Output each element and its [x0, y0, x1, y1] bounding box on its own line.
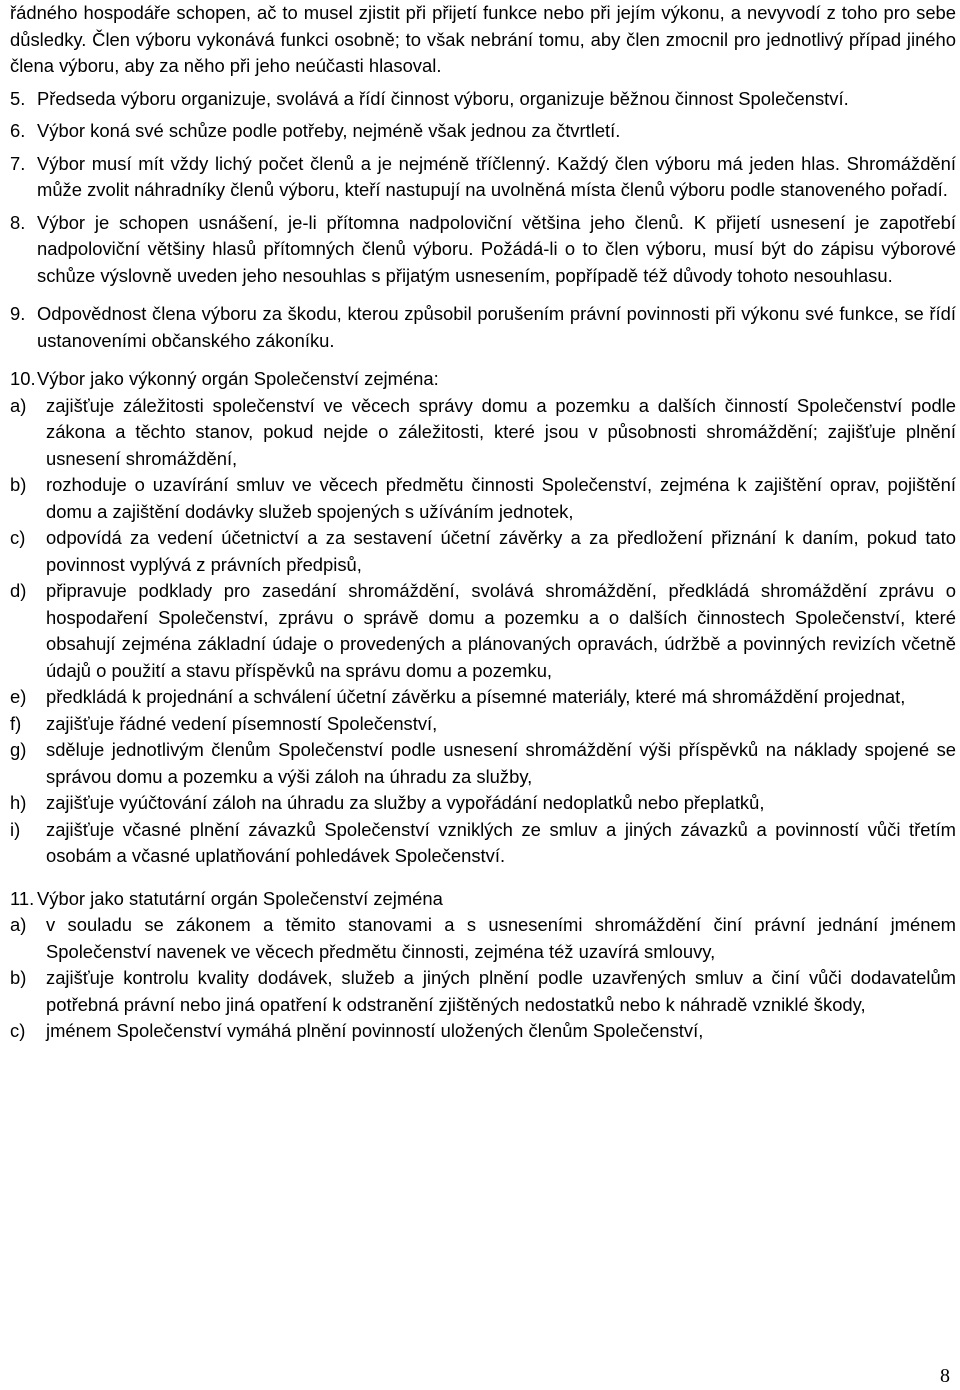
list-item-text: sděluje jednotlivým členům Společenství podle usnesení shromáždění výši příspěvků na náklady spojené se správou domu a pozemku a výši záloh na úhradu za služby, — [46, 739, 956, 787]
paragraph-7 — [10, 151, 956, 204]
list-item-text: zajišťuje záležitosti společenství ve věcech správy domu a pozemku a dalších činností Společenství podle zákona a těchto stanov, pokud nejde o záležitosti, které jsou v působnosti shromáždění; zajišťuje plnění usnesení shromáždění, — [46, 394, 956, 469]
paragraph-number: 5. — [10, 87, 26, 109]
paragraph-number: 8. — [10, 211, 26, 233]
paragraph-number: 11. — [10, 887, 35, 909]
list-item-label: a) — [10, 914, 27, 935]
list-item-label: d) — [10, 580, 27, 601]
paragraph-number: 7. — [10, 152, 26, 174]
section-11-list — [10, 912, 956, 1045]
paragraph-text: Výbor koná své schůze podle potřeby, nejméně však jednou za čtvrtletí. — [37, 120, 621, 141]
paragraph-9 — [10, 301, 956, 354]
list-item-text: odpovídá za vedení účetnictví a za sestavení účetní závěrky a za předložení přiznání k daním, pokud tato povinnost vyplývá z právních předpisů, — [46, 527, 956, 575]
paragraph-11 — [10, 886, 956, 913]
list-item-text: jménem Společenství vymáhá plnění povinností uložených členům Společenství, — [46, 1020, 704, 1041]
list-item — [10, 525, 956, 578]
list-item — [10, 393, 956, 473]
document-page — [10, 0, 956, 1045]
list-item — [10, 737, 956, 790]
list-item-text: připravuje podklady pro zasedání shromáždění, svolává shromáždění, předkládá shromáždění zprávu o hospodaření Společenství, zprávu o správě domu a pozemku a o dalších činnostech Společenství, které obsahují zejména základní údaje o provedených a plánovaných opravách, údržbě a povinných revizích včetně údajů o použití a stavu příspěvků na správu domu a pozemku, — [46, 580, 956, 681]
list-item-label: a) — [10, 394, 27, 416]
paragraph-text: Předseda výboru organizuje, svolává a řídí činnost výboru, organizuje běžnou činnost Společenství. — [37, 87, 849, 109]
list-item-text: zajišťuje včasné plnění závazků Společenství vzniklých ze smluv a jiných závazků a povinností vůči třetím osobám a včasné uplatňování pohledávek Společenství. — [46, 818, 956, 866]
paragraph-6 — [10, 118, 956, 145]
list-item — [10, 790, 956, 817]
list-item-label: g) — [10, 739, 27, 760]
list-item-label: b) — [10, 967, 27, 988]
paragraph-text: Odpovědnost člena výboru za škodu, kterou způsobil porušením právní povinnosti při výkonu své funkce, se řídí ustanoveními občanského zákoníku. — [37, 303, 956, 351]
paragraph-10 — [10, 366, 956, 393]
paragraph-number: 6. — [10, 120, 26, 141]
list-item — [10, 711, 956, 738]
list-item-text: rozhoduje o uzavírání smluv ve věcech předmětu činnosti Společenství, zejména k zajištění oprav, pojištění domu a zajištění dodávky služeb spojených s užíváním jednotek, — [46, 474, 956, 522]
paragraph-8 — [10, 210, 956, 290]
list-item — [10, 684, 956, 711]
list-item-text: předkládá k projednání a schválení účetní závěrku a písemné materiály, které má shromáždění projednat, — [46, 686, 906, 707]
list-item — [10, 817, 956, 870]
list-item-label: c) — [10, 527, 26, 548]
list-item — [10, 472, 956, 525]
list-item — [10, 965, 956, 1018]
list-item-label: f) — [10, 712, 22, 734]
page-number: 8 — [940, 1365, 950, 1387]
list-item-label: i) — [10, 818, 21, 840]
list-item-text: zajišťuje řádné vedení písemností Společenství, — [46, 712, 438, 734]
paragraph-number: 10. — [10, 368, 36, 389]
section-10-list — [10, 393, 956, 870]
paragraph-text: Výbor je schopen usnášení, je-li přítomna nadpoloviční většina jeho členů. K přijetí usnesení je zapotřebí nadpoloviční většiny hlasů přítomných členů výboru. Požádá-li o to člen výboru, musí být do zápisu výborové schůze výslovně uveden jeho nesouhlas s přijatým usnesením, popřípadě též důvody tohoto nesouhlasu. — [37, 211, 956, 286]
paragraph-text: Výbor musí mít vždy lichý počet členů a je nejméně tříčlenný. Každý člen výboru má jeden hlas. Shromáždění může zvolit náhradníky členů výboru, kteří nastupují na uvolněná místa členů výboru podle stanoveného pořadí. — [37, 152, 956, 200]
list-item — [10, 912, 956, 965]
list-item-label: e) — [10, 686, 27, 707]
list-item-text: zajišťuje kontrolu kvality dodávek, služeb a jiných plnění podle uzavřených smluv a činí vůči dodavatelům potřebná právní nebo jiná opatření k odstranění zjištěných nedostatků nebo k náhradě vzniklé škody, — [46, 967, 956, 1015]
paragraph-text: Výbor jako výkonný orgán Společenství zejména: — [37, 368, 439, 389]
list-item-label: c) — [10, 1020, 26, 1041]
paragraph-number: 9. — [10, 303, 26, 324]
list-item-text: v souladu se zákonem a těmito stanovami a s usneseními shromáždění činí právní jednání jménem Společenství navenek ve věcech předmětu činnosti, zejména též uzavírá smlouvy, — [46, 914, 956, 962]
list-item — [10, 578, 956, 684]
paragraph-5 — [10, 86, 956, 113]
list-item-label: b) — [10, 474, 27, 495]
intro-paragraph: řádného hospodáře schopen, ač to musel zjistit při přijetí funkce nebo při jejím výkonu, a nevyvodí z toho pro sebe důsledky. Člen výboru vykonává funkci osobně; to však nebrání tomu, aby člen zmocnil pro jednotlivý případ jiného člena výboru, aby za něho při jeho neúčasti hlasoval. — [10, 2, 956, 76]
list-item-text: zajišťuje vyúčtování záloh na úhradu za služby a vypořádání nedoplatků nebo přeplatků, — [46, 792, 765, 813]
list-item-label: h) — [10, 792, 27, 813]
list-item — [10, 1018, 956, 1045]
paragraph-text: Výbor jako statutární orgán Společenství zejména — [37, 887, 443, 909]
